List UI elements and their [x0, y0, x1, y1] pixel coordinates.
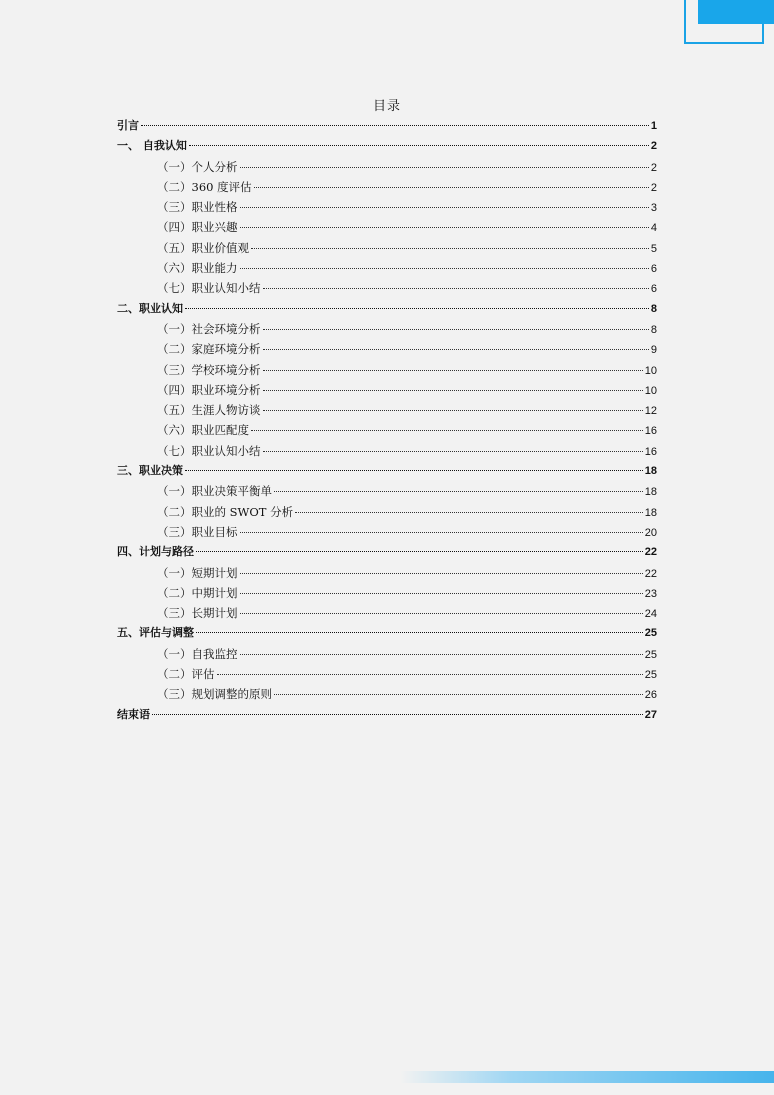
toc-page-number: 3: [650, 202, 657, 215]
toc-entry-label: （五）生涯人物访谈: [157, 403, 261, 418]
toc-section-entry[interactable]: [117, 664, 657, 684]
toc-entry-label: （三）学校环境分析: [157, 362, 261, 377]
toc-dot-leader: [240, 654, 643, 655]
toc-entry-label: （四）职业兴趣: [157, 220, 238, 235]
toc-dot-leader: [295, 512, 643, 513]
toc-dot-leader: [185, 308, 649, 309]
toc-section-entry[interactable]: [117, 420, 657, 440]
toc-entry-label: （四）职业环境分析: [157, 382, 261, 397]
toc-entry-label: （二）360 度评估: [157, 179, 252, 194]
toc-entry-label: （七）职业认知小结: [157, 443, 261, 458]
toc-dot-leader: [263, 370, 643, 371]
toc-page-number: 25: [644, 648, 657, 661]
toc-dot-leader: [240, 167, 649, 168]
toc-page-number: 2: [650, 140, 657, 153]
page-title: 目录: [372, 99, 401, 114]
toc-dot-leader: [240, 207, 649, 208]
corner-decoration: [679, 0, 774, 46]
toc-entry-label: （一）自我监控: [157, 646, 238, 661]
toc-entry-label: （六）职业匹配度: [157, 423, 249, 438]
toc-page-number: 18: [644, 506, 657, 519]
toc-entry-label: （一）个人分析: [157, 159, 238, 174]
toc-entry-label: （二）职业的 SWOT 分析: [157, 504, 294, 519]
toc-page-number: 8: [650, 323, 657, 336]
toc-page-number: 2: [650, 181, 657, 194]
toc-page-number: 5: [650, 242, 657, 255]
toc-section-entry[interactable]: [117, 644, 657, 664]
toc-section-entry[interactable]: [117, 278, 657, 298]
toc-section-entry[interactable]: [117, 502, 657, 522]
toc-page-number: 20: [644, 526, 657, 539]
toc-dot-leader: [152, 714, 643, 715]
toc-section-entry[interactable]: [117, 217, 657, 237]
toc-page-number: 1: [650, 120, 657, 132]
toc-section-entry[interactable]: [117, 481, 657, 501]
toc-chapter-entry[interactable]: [117, 136, 657, 156]
toc-section-entry[interactable]: [117, 684, 657, 704]
toc-entry-label: 结束语: [117, 707, 150, 721]
toc-entry-label: （二）评估: [157, 667, 215, 682]
toc-entry-label: （一）职业决策平衡单: [157, 484, 272, 499]
toc-dot-leader: [263, 329, 649, 330]
toc-entry-label: 引言: [117, 119, 139, 132]
toc-entry-label: （三）长期计划: [157, 606, 238, 621]
toc-page-number: 22: [644, 567, 657, 580]
toc-dot-leader: [240, 268, 649, 269]
toc-entry-label: （五）职业价值观: [157, 240, 249, 255]
toc-section-entry[interactable]: [117, 603, 657, 623]
toc-page-number: 26: [644, 689, 657, 702]
toc-dot-leader: [263, 349, 649, 350]
toc-chapter-entry[interactable]: [117, 461, 657, 481]
toc-dot-leader: [251, 248, 649, 249]
toc-section-entry[interactable]: [117, 380, 657, 400]
toc-page-number: 10: [644, 384, 657, 397]
toc-page-number: 18: [644, 486, 657, 499]
toc-section-entry[interactable]: [117, 177, 657, 197]
toc-section-entry[interactable]: [117, 360, 657, 380]
toc-dot-leader: [240, 613, 643, 614]
table-of-contents: [117, 116, 657, 725]
toc-section-entry[interactable]: [117, 583, 657, 603]
toc-page-number: 27: [644, 708, 657, 721]
toc-section-entry[interactable]: [117, 339, 657, 359]
toc-entry-label: （三）职业性格: [157, 200, 238, 215]
toc-chapter-entry[interactable]: [117, 116, 657, 136]
toc-page-number: 4: [650, 222, 657, 235]
toc-dot-leader: [263, 288, 649, 289]
toc-page-number: 22: [644, 546, 657, 559]
toc-dot-leader: [263, 410, 643, 411]
toc-section-entry[interactable]: [117, 258, 657, 278]
toc-page-number: 25: [644, 669, 657, 682]
toc-page-number: 9: [650, 344, 657, 357]
toc-entry-label: （二）中期计划: [157, 585, 238, 600]
toc-entry-label: （七）职业认知小结: [157, 281, 261, 296]
toc-entry-label: 四、计划与路径: [117, 545, 194, 559]
toc-page-number: 2: [650, 161, 657, 174]
toc-page-number: 8: [650, 302, 657, 315]
toc-dot-leader: [240, 593, 643, 594]
toc-section-entry[interactable]: [117, 441, 657, 461]
toc-dot-leader: [240, 227, 649, 228]
toc-dot-leader: [274, 694, 643, 695]
toc-entry-label: （三）职业目标: [157, 524, 238, 539]
toc-dot-leader: [263, 451, 643, 452]
toc-page-number: 10: [644, 364, 657, 377]
toc-page-number: 24: [644, 608, 657, 621]
toc-entry-label: （三）规划调整的原则: [157, 687, 272, 702]
toc-entry-label: 一、 自我认知: [117, 139, 187, 153]
toc-dot-leader: [254, 187, 649, 188]
toc-dot-leader: [141, 125, 649, 126]
toc-chapter-entry[interactable]: [117, 623, 657, 643]
toc-entry-label: （六）职业能力: [157, 261, 238, 276]
toc-page-number: 12: [644, 405, 657, 418]
toc-entry-label: 五、评估与调整: [117, 626, 194, 640]
corner-fill: [698, 0, 774, 24]
toc-entry-label: （一）短期计划: [157, 565, 238, 580]
toc-entry-label: （二）家庭环境分析: [157, 342, 261, 357]
toc-chapter-entry[interactable]: [117, 299, 657, 319]
toc-dot-leader: [251, 430, 643, 431]
toc-entry-label: 二、职业认知: [117, 301, 183, 315]
toc-page-number: 23: [644, 587, 657, 600]
toc-chapter-entry[interactable]: [117, 705, 657, 725]
toc-dot-leader: [274, 491, 643, 492]
toc-section-entry[interactable]: [117, 522, 657, 542]
toc-dot-leader: [240, 573, 643, 574]
toc-section-entry[interactable]: [117, 197, 657, 217]
toc-page-number: 16: [644, 445, 657, 458]
toc-dot-leader: [240, 532, 643, 533]
toc-chapter-entry[interactable]: [117, 542, 657, 562]
toc-entry-label: 三、职业决策: [117, 464, 183, 478]
toc-section-entry[interactable]: [117, 563, 657, 583]
toc-dot-leader: [196, 632, 643, 633]
toc-dot-leader: [185, 470, 643, 471]
toc-section-entry[interactable]: [117, 238, 657, 258]
toc-page-number: 25: [644, 627, 657, 640]
footer-gradient-bar: [400, 1071, 774, 1083]
toc-dot-leader: [189, 145, 649, 146]
toc-section-entry[interactable]: [117, 400, 657, 420]
toc-section-entry[interactable]: [117, 157, 657, 177]
toc-page-number: 18: [644, 465, 657, 478]
toc-dot-leader: [217, 674, 643, 675]
toc-page-number: 6: [650, 283, 657, 296]
toc-dot-leader: [263, 390, 643, 391]
toc-page-number: 6: [650, 263, 657, 276]
toc-dot-leader: [196, 551, 643, 552]
toc-entry-label: （一）社会环境分析: [157, 321, 261, 336]
toc-section-entry[interactable]: [117, 319, 657, 339]
toc-page-number: 16: [644, 425, 657, 438]
